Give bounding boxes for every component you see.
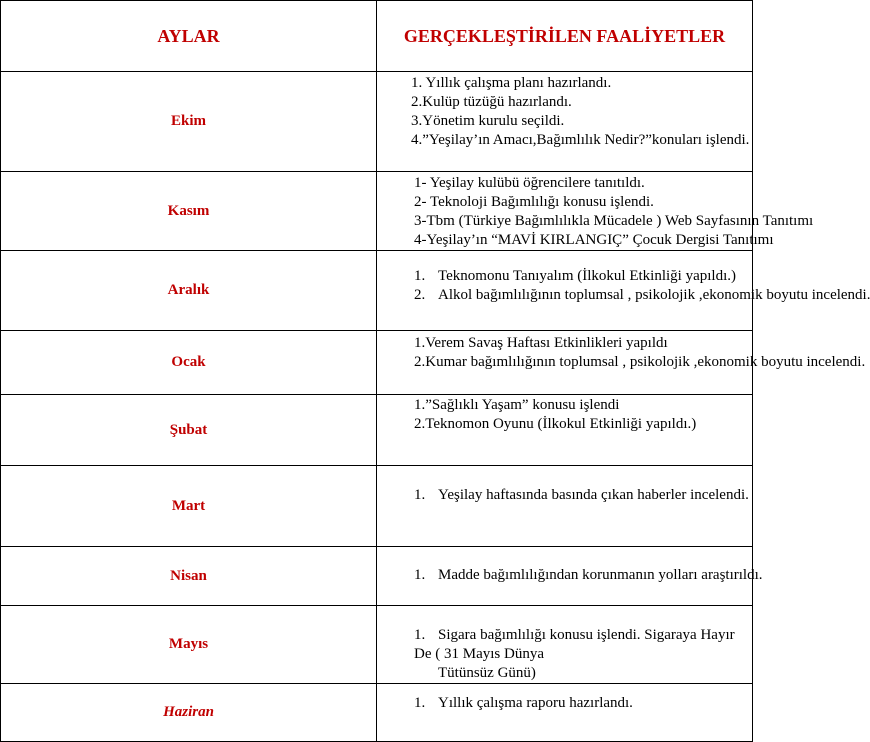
activities-cell [377,251,870,331]
table-row [1,72,753,172]
activity-item: 1- Yeşilay kulübü öğrencilere tanıtıldı. [414,175,645,191]
item-text: Yeşilay haftasında basında çıkan haberler incelendi. [438,487,749,503]
table-row [1,251,753,331]
month-cell: Kasım [1,172,377,251]
activity-item: 4.”Yeşilay’ın Amacı,Bağımlılık Nedir?”konuları işlendi. [411,132,750,148]
activity-item: 1.Verem Savaş Haftası Etkinlikleri yapıldı [414,335,668,351]
activity-item-continuation: Tütünsüz Günü) [438,665,536,681]
table-row [1,684,753,742]
activity-item: 1. Yıllık çalışma planı hazırlandı. [411,75,612,91]
month-cell: Şubat [1,395,377,466]
activity-item [414,566,763,585]
activity-item: 3-Tbm (Türkiye Bağımlılıkla Mücadele ) Web Sayfasının Tanıtımı [414,213,814,229]
table-row [1,466,753,547]
header-row [1,1,753,72]
item-number: 2. [414,287,426,303]
activity-item: 2- Teknoloji Bağımlılığı konusu işlendi. [414,194,654,210]
item-text: Alkol bağımlılığının toplumsal , psikolojik ,ekonomik boyutu incelendi. [438,287,870,303]
item-number: 1. [414,567,426,583]
month-cell: Ocak [1,331,377,395]
month-cell: Haziran [1,684,377,742]
activities-column-header: GERÇEKLEŞTİRİLEN FAALİYETLER [377,1,753,72]
month-cell: Nisan [1,547,377,606]
activity-item [414,486,752,505]
activities-cell [377,72,753,172]
month-cell: Mayıs [1,606,377,684]
activity-item: 2.Kumar bağımlılığının toplumsal , psikolojik ,ekonomik boyutu incelendi. [414,354,866,370]
item-number: 1. [414,487,426,503]
item-text: Yıllık çalışma raporu hazırlandı. [438,695,633,711]
activities-cell [377,331,866,395]
month-column-header: AYLAR [1,1,377,72]
table-row [1,172,753,251]
month-cell: Mart [1,466,377,547]
activity-item [414,286,870,305]
item-number: 1. [414,695,426,711]
activities-cell [377,172,814,251]
activities-cell [377,606,753,684]
activity-item: 1.”Sağlıklı Yaşam” konusu işlendi [414,397,620,413]
activities-cell [377,547,763,606]
activity-item [414,694,752,713]
table-row [1,395,753,466]
item-text: Teknomonu Tanıyalım (İlkokul Etkinliği yapıldı.) [438,268,737,284]
item-number: 1. [414,627,426,643]
activities-cell [377,395,753,466]
item-text: Sigara bağımlılığı konusu işlendi. Sigaraya Hayır De ( 31 Mayıs Dünya [414,627,735,662]
table-row [1,547,753,606]
item-number: 1. [414,268,426,284]
activity-item [414,267,752,286]
activities-cell [377,466,753,547]
activity-item: 2.Teknomon Oyunu (İlkokul Etkinliği yapıldı.) [414,416,697,432]
table-row [1,331,753,395]
month-cell: Ekim [1,72,377,172]
item-text: Madde bağımlılığından korunmanın yolları araştırıldı. [438,567,763,583]
activity-item: 2.Kulüp tüzüğü hazırlandı. [411,94,572,110]
activity-item: 4-Yeşilay’ın “MAVİ KIRLANGIÇ” Çocuk Dergisi Tanıtımı [414,232,774,248]
activities-cell [377,684,753,742]
activity-item: 3.Yönetim kurulu seçildi. [411,113,565,129]
month-cell: Aralık [1,251,377,331]
activity-item [414,626,752,664]
table-row [1,606,753,684]
